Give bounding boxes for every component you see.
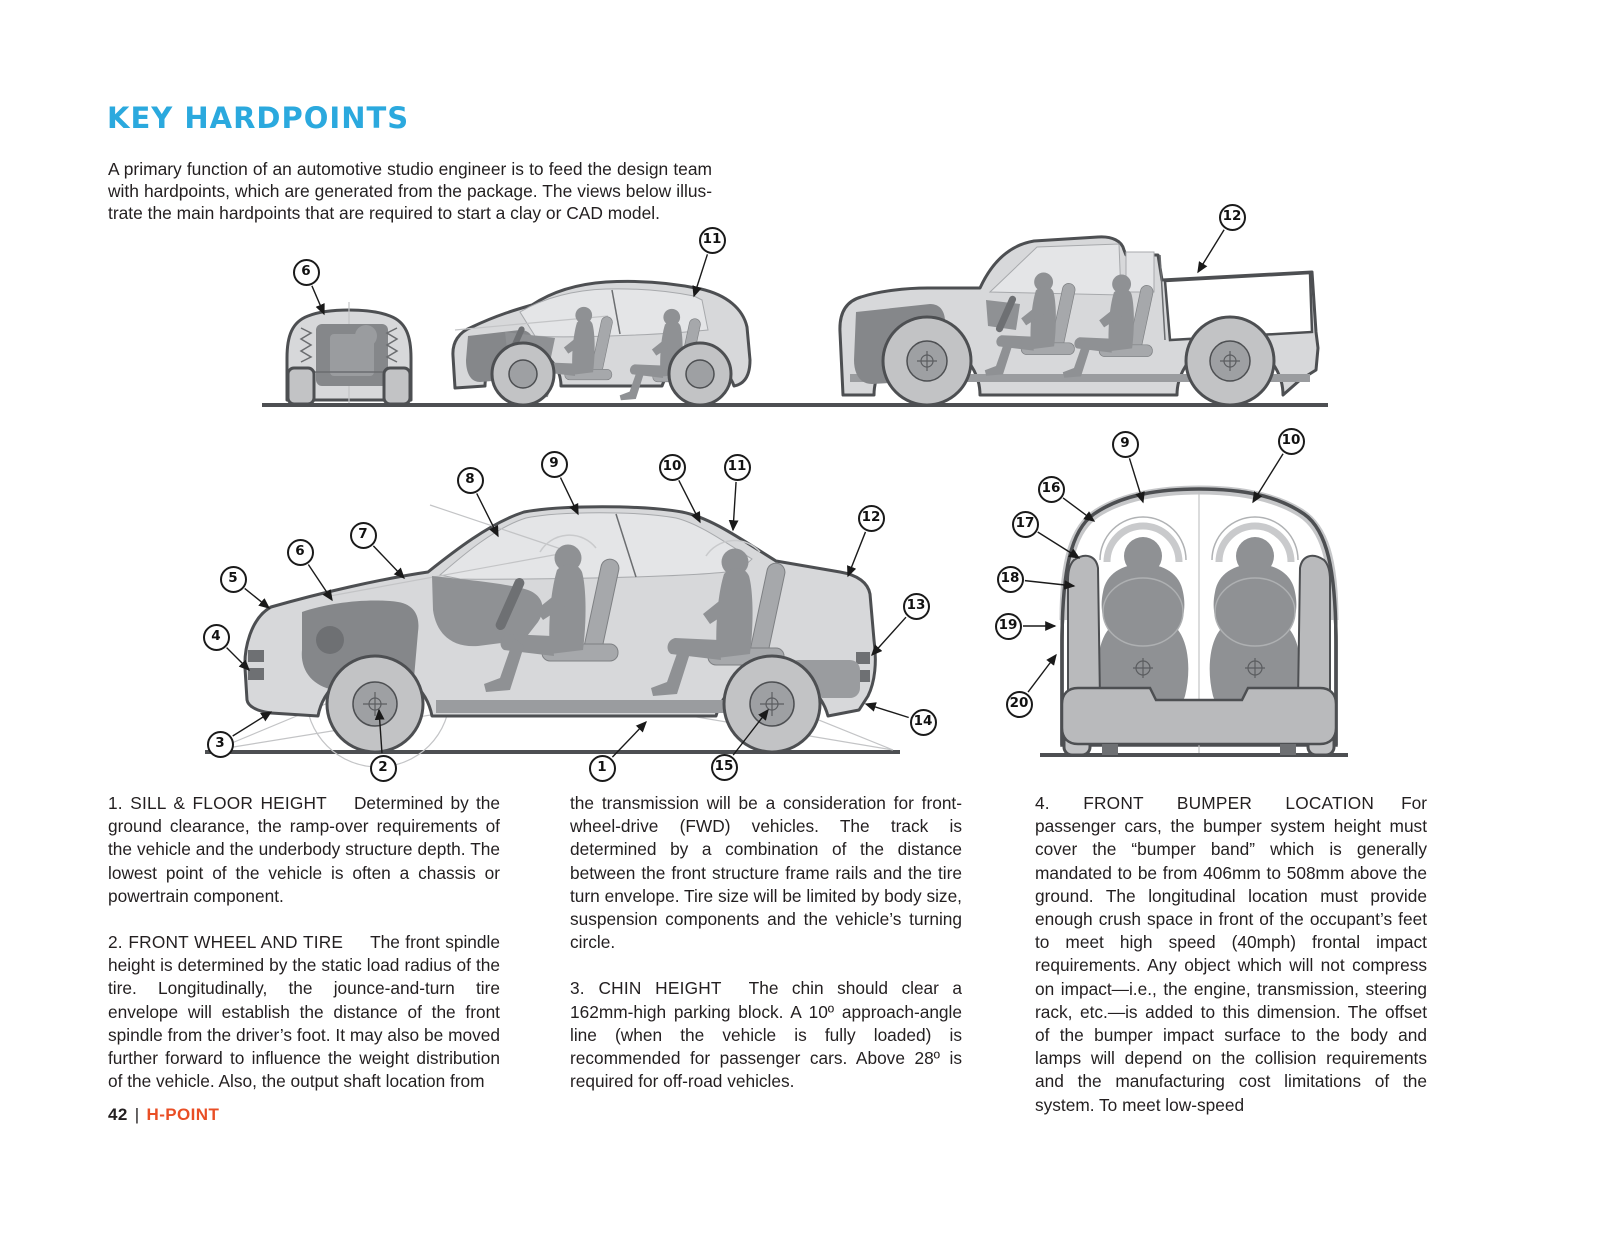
paragraph-body: The chin should clear a 162mm-high parking block. A 10º approach-angle line (when the vehicle is fully loaded) is recommended for passenger cars. Above 28º is required for off-road vehicles. [570, 978, 962, 1092]
callout-1: 1 [589, 755, 616, 782]
page-number: 42 [108, 1105, 128, 1124]
pickup-side-view [840, 237, 1318, 405]
callout-7: 7 [350, 522, 377, 549]
callout-9: 9 [541, 451, 568, 478]
front-wheel [327, 656, 423, 752]
rear-wheel [724, 656, 820, 752]
callout-5: 5 [220, 566, 247, 593]
front-wheel [492, 343, 554, 405]
paragraph-chin-height [570, 977, 962, 1093]
paragraph-heading: 3. CHIN HEIGHT [570, 978, 722, 999]
footer-separator: | [134, 1105, 140, 1124]
callout-2: 2 [370, 755, 397, 782]
callout-8: 8 [457, 467, 484, 494]
paragraph-body: the transmission will be a consideration for front-wheel-drive (FWD) vehicles. The track is determined by a combination of the distance between the front structure frame rails and the tire turn envelope. Tire size will be limited by body size, suspension components and the vehicle’s turning circle. [570, 793, 962, 953]
callout-14: 14 [910, 709, 937, 736]
intro-line: trate the main hardpoints that are required to start a clay or CAD model. [108, 202, 660, 223]
callout-6: 6 [293, 259, 320, 286]
callout-15: 15 [711, 754, 738, 781]
intro-line: with hardpoints, which are generated from the package. The views below illus- [108, 180, 712, 201]
rear-occupant-right [1210, 517, 1301, 706]
rear-wheel [1186, 317, 1274, 405]
paragraph-body: For passenger cars, the bumper system height must cover the “bumper band” which is generally mandated to be from 406mm to 508mm above the ground. The longitudinal location must provide enough crush space in front of the occupant’s feet to meet high speed (40mph) frontal impact requirements. Any object which will not compress on impact—i.e., the engine, transmission, steering rack, etc.—is added to this dimension. The offset of the bumper impact surface to the body and lamps will depend on the collision requirements and the manufacturing cost limitations of the system. To meet low-speed [1035, 793, 1427, 1115]
callout-11: 11 [699, 227, 726, 254]
rear-occupant-left [1098, 517, 1189, 706]
front-wheel [883, 317, 971, 405]
paragraph-heading: 4. FRONT BUMPER LOCATION [1035, 793, 1375, 813]
callout-11: 11 [724, 454, 751, 481]
callout-17: 17 [1012, 511, 1039, 538]
front-cutaway-view [287, 302, 411, 404]
hatchback-side-view [453, 281, 750, 405]
callout-19: 19 [995, 613, 1022, 640]
rear-interior-view [1062, 489, 1336, 755]
page-title: KEY HARDPOINTS [107, 101, 410, 135]
callout-6: 6 [287, 539, 314, 566]
book-title: H-POINT [146, 1105, 220, 1124]
callout-4: 4 [203, 624, 230, 651]
paragraph-body: The front spindle height is determined by the static load radius of the tire. Longitudinally, the jounce-and-turn tire envelope will establish the distance of the front spindle from the driver’s foot. It may also be moved further forward to influence the weight distribution of the vehicle. Also, the output shaft location from [108, 932, 500, 1092]
callout-12: 12 [858, 505, 885, 532]
column-1 [108, 792, 500, 1116]
paragraph-heading: 2. FRONT WHEEL AND TIRE [108, 932, 344, 953]
callout-10: 10 [659, 454, 686, 481]
page-footer [108, 1105, 219, 1125]
paragraph-front-bumper-location [1035, 792, 1427, 1117]
rear-wheel [669, 343, 731, 405]
tire [384, 368, 410, 404]
intro-line: A primary function of an automotive studio engineer is to feed the design team [108, 159, 712, 179]
callout-9: 9 [1112, 431, 1139, 458]
column-2 [570, 792, 962, 1116]
callout-13: 13 [903, 593, 930, 620]
callout-10: 10 [1278, 428, 1305, 455]
paragraph-body: Determined by the ground clearance, the ramp-over requirements of the vehicle and the underbody structure depth. The lowest point of the vehicle is often a chassis or powertrain component. [108, 793, 500, 906]
paragraph-continued [570, 792, 962, 954]
paragraph-front-wheel-tire [108, 931, 500, 1093]
paragraph-sill-floor-height [108, 792, 500, 908]
sedan-side-view [215, 505, 893, 767]
callout-12: 12 [1219, 204, 1246, 231]
callout-18: 18 [997, 566, 1024, 593]
tire [288, 368, 314, 404]
callout-3: 3 [207, 731, 234, 758]
column-3 [1035, 792, 1427, 1140]
callout-16: 16 [1038, 476, 1065, 503]
callout-20: 20 [1006, 691, 1033, 718]
paragraph-heading: 1. SILL & FLOOR HEIGHT [108, 793, 327, 813]
